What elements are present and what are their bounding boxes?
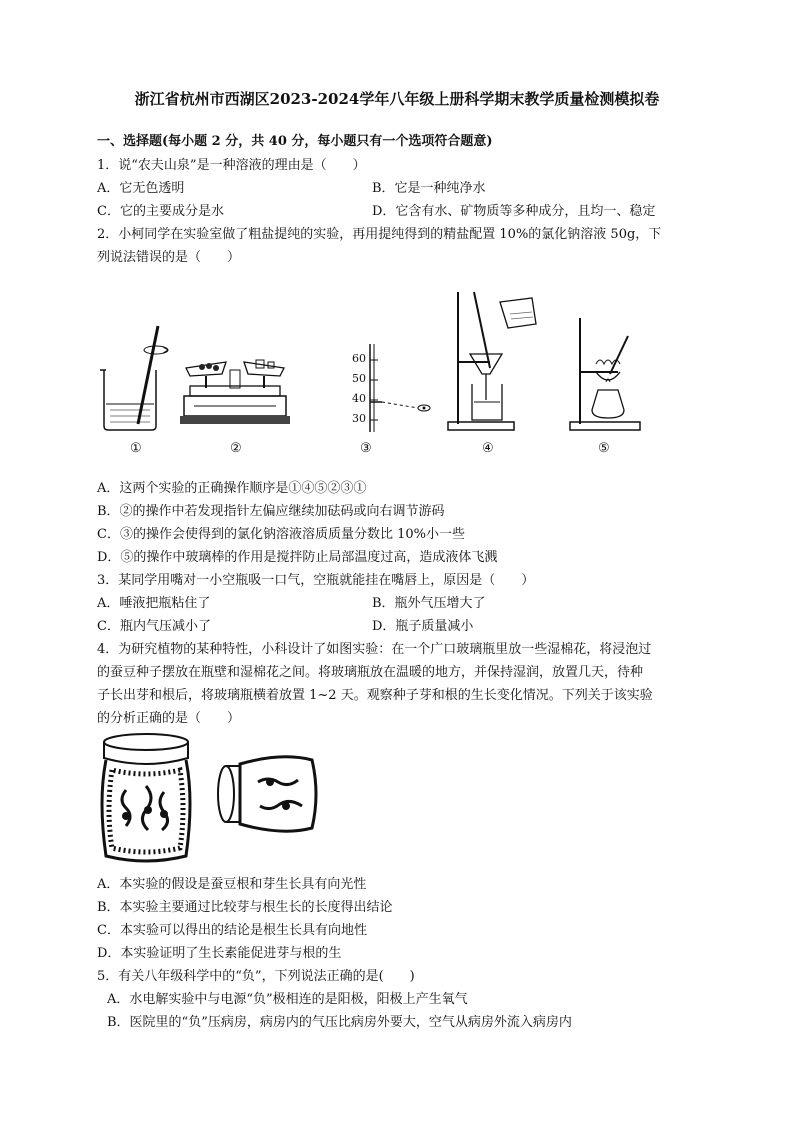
q3-option-d: D．瓶子质量减小 <box>372 619 474 634</box>
q4-stem-line3: 子长出芽和根后，将玻璃瓶横着放置 1~2 天。观察种子芽和根的生长变化情况。下列关于该实验 <box>97 688 653 703</box>
figure-label-4: ④ <box>482 441 494 456</box>
figure-label-3: ③ <box>360 441 372 456</box>
q4-stem-line4: 的分析正确的是（ ） <box>97 711 241 726</box>
tick-50: 50 <box>352 372 366 385</box>
q4-option-b: B．本实验主要通过比较芽与根生长的长度得出结论 <box>97 900 393 915</box>
q1-stem: 1．说“农夫山泉”是一种溶液的理由是（ ） <box>97 158 366 173</box>
q1-option-b: B．它是一种纯净水 <box>372 181 486 196</box>
tick-60: 60 <box>352 352 366 365</box>
q2-stem-line1: 2．小柯同学在实验室做了粗盐提纯的实验，再用提纯得到的精盐配置 10%的氯化钠溶液 50g，下 <box>97 227 662 242</box>
q5-option-b: B．医院里的“负”压病房，病房内的气压比病房外要大，空气从病房外流入病房内 <box>107 1015 572 1030</box>
q2-option-a: A．这两个实验的正确操作顺序是①④⑤②③① <box>97 481 367 496</box>
q1-option-c: C．它的主要成分是水 <box>97 204 224 219</box>
tick-40: 40 <box>352 392 366 405</box>
figure-label-2: ② <box>230 441 242 456</box>
filtration-figure <box>446 288 546 432</box>
q2-option-c: C．③的操作会使得到的氯化钠溶液溶质质量分数比 10%小一些 <box>97 527 465 542</box>
q2-option-d: D．⑤的操作中玻璃棒的作用是搅拌防止局部温度过高，造成液体飞溅 <box>97 550 498 565</box>
q3-option-a: A．唾液把瓶粘住了 <box>97 596 211 611</box>
q4-option-a: A．本实验的假设是蚕豆根和芽生长具有向光性 <box>97 877 367 892</box>
q1-option-d: D．它含有水、矿物质等多种成分，且均一、稳定 <box>372 204 656 219</box>
tick-30: 30 <box>352 412 366 425</box>
evaporation-figure <box>566 312 648 432</box>
upright-jar-figure <box>96 730 196 868</box>
q3-stem: 3．某同学用嘴对一小空瓶吸一口气，空瓶就能挂在嘴唇上，原因是（ ） <box>97 573 535 588</box>
balance-scale-figure <box>180 352 290 432</box>
graduated-cylinder-figure <box>330 340 440 434</box>
q3-option-b: B．瓶外气压增大了 <box>372 596 486 611</box>
q3-option-c: C．瓶内气压减小了 <box>97 619 211 634</box>
q4-option-d: D．本实验证明了生长素能促进芽与根的生 <box>97 946 342 961</box>
beaker-stirring-figure <box>96 322 178 432</box>
q2-stem-line2: 列说法错误的是（ ） <box>97 250 241 265</box>
q1-option-a: A．它无色透明 <box>97 181 185 196</box>
page-title: 浙江省杭州市西湖区2023-2024学年八年级上册科学期末教学质量检测模拟卷 <box>134 90 660 108</box>
q5-stem: 5．有关八年级科学中的“负”，下列说法正确的是( ) <box>97 969 415 984</box>
sideways-jar-figure <box>212 748 322 838</box>
q4-stem-line2: 的蚕豆种子摆放在瓶壁和湿棉花之间。将玻璃瓶放在温暖的地方，并保持湿润，放置几天，待种 <box>97 665 644 680</box>
figure-label-1: ① <box>130 441 142 456</box>
q5-option-a: A．水电解实验中与电源“负”极相连的是阳极，阳极上产生氧气 <box>107 992 468 1007</box>
q2-option-b: B．②的操作中若发现指针左偏应继续加砝码或向右调节游码 <box>97 504 445 519</box>
q4-option-c: C．本实验可以得出的结论是根生长具有向地性 <box>97 923 367 938</box>
section-heading: 一、选择题(每小题 2 分，共 40 分，每小题只有一个选项符合题意) <box>97 134 493 149</box>
figure-label-5: ⑤ <box>598 441 610 456</box>
q4-stem-line1: 4．为研究植物的某种特性，小科设计了如图实验：在一个广口玻璃瓶里放一些湿棉花，将浸泡过 <box>97 642 652 657</box>
